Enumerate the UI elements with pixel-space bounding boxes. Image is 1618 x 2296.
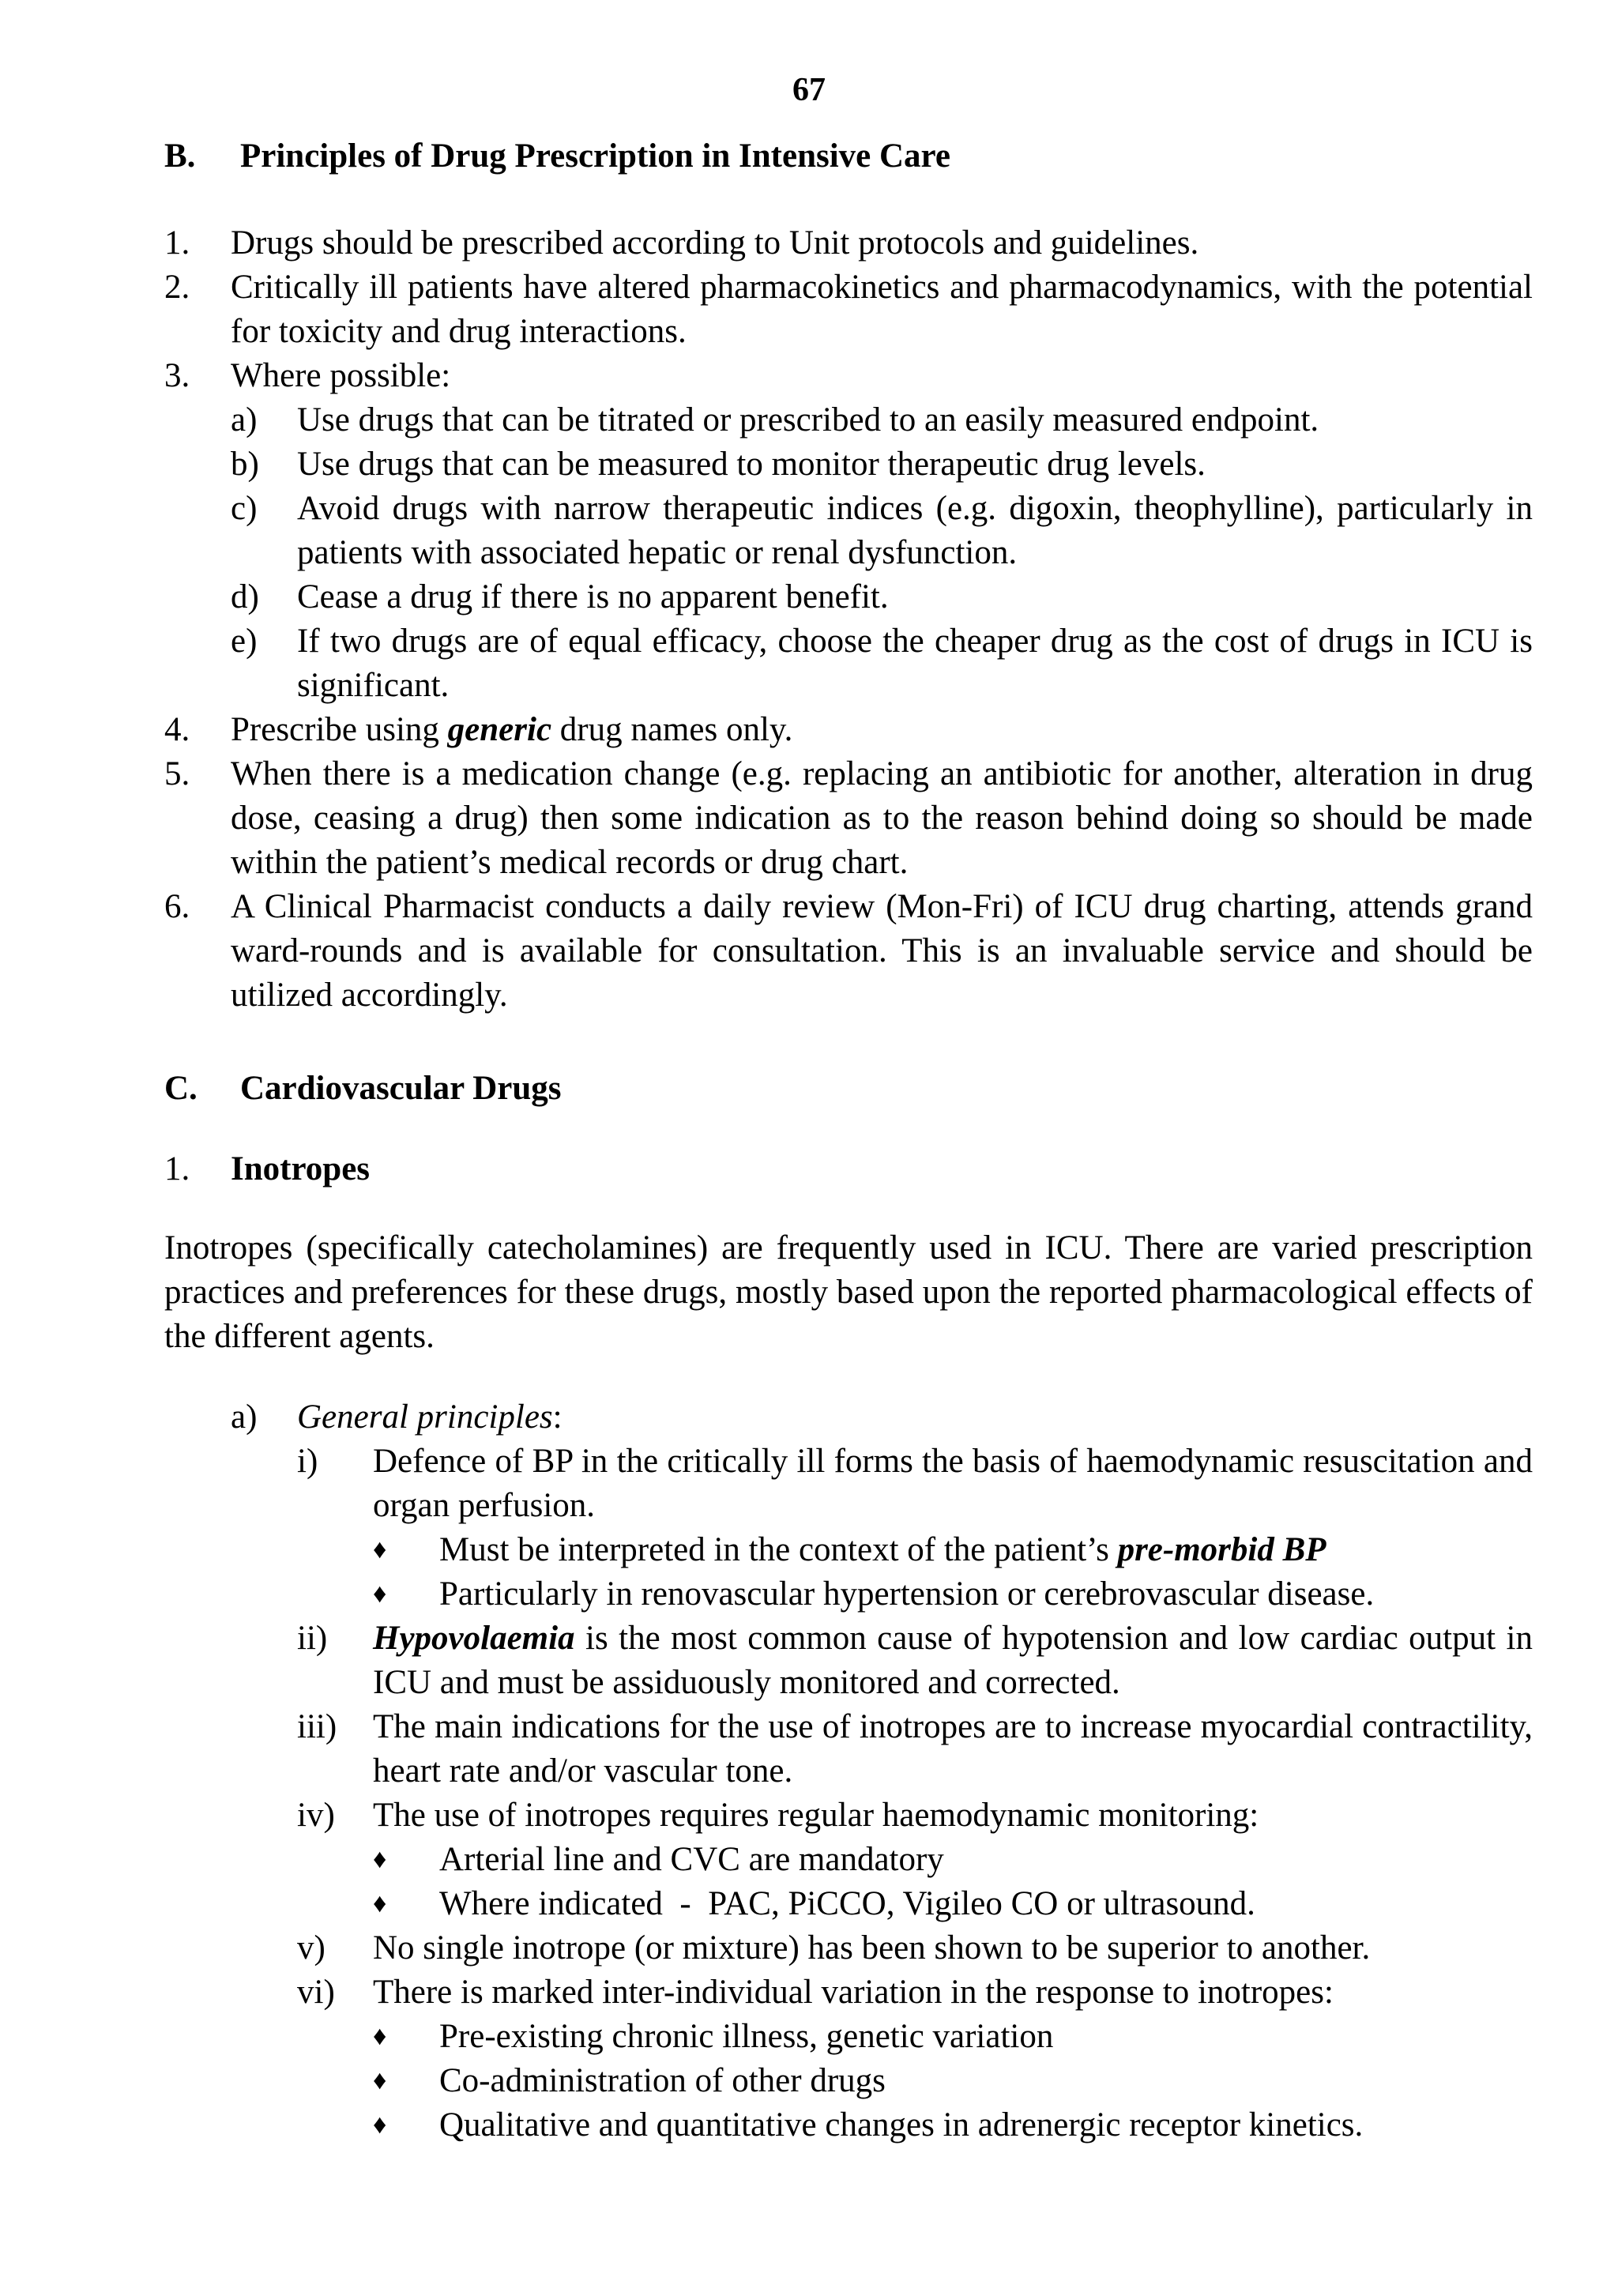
bullet-text: Arterial line and CVC are mandatory: [439, 1841, 944, 1878]
roman-item: [297, 1970, 1533, 2015]
sub-list-item-text: Use drugs that can be titrated or prescribed to an easily measured endpoint.: [297, 401, 1319, 438]
list-item-text: Drugs should be prescribed according to Unit protocols and guidelines.: [231, 224, 1199, 262]
bullet-item: [373, 1838, 1533, 1882]
sub-heading-number: 1.: [164, 1150, 190, 1188]
roman-item-text: The main indications for the use of inotropes are to increase myocardial contractility, heart rate and/or vascular tone.: [373, 1708, 1533, 1790]
list-item: [164, 221, 1533, 265]
list-item: [164, 265, 1533, 354]
sub-list-item: [231, 487, 1533, 575]
roman-item-text-after: is the most common cause of hypotension and low cardiac output in ICU and must be assiduously monitored and corrected.: [373, 1620, 1533, 1701]
sub-list-item-letter: c): [231, 490, 258, 527]
bullet-item: [373, 1572, 1533, 1617]
bullet-text: Pre-existing chronic illness, genetic variation: [439, 2018, 1054, 2055]
bullet-text: Particularly in renovascular hypertension or cerebrovascular disease.: [439, 1575, 1375, 1613]
list-item-text: A Clinical Pharmacist conducts a daily review (Mon-Fri) of ICU drug charting, attends grand ward-rounds and is available for consultation. This is an invaluable service and should be utilized accordingly.: [231, 888, 1533, 1014]
principles-roman-list: [297, 1440, 1533, 2147]
list-item-number: 2.: [164, 269, 190, 306]
principles-letter: a): [231, 1398, 258, 1436]
sub-list-item: [231, 619, 1533, 708]
roman-numeral: iv): [297, 1797, 335, 1834]
list-item-number: 4.: [164, 711, 190, 748]
list-item-number: 3.: [164, 357, 190, 394]
bullet-text: Qualitative and quantitative changes in adrenergic receptor kinetics.: [439, 2106, 1364, 2144]
principles-label: [297, 1395, 1533, 1440]
sub-list-item-text: If two drugs are of equal efficacy, choose the cheaper drug as the cost of drugs in ICU is significant.: [297, 623, 1533, 704]
section-b-list-top: [164, 221, 1533, 398]
roman-numeral: iii): [297, 1708, 337, 1745]
bullet-item: [373, 1882, 1533, 1926]
list-item-number: 5.: [164, 755, 190, 792]
sub-heading-row: [164, 1147, 1533, 1191]
diamond-bullet-icon: ♦: [373, 1535, 387, 1564]
list-item-text-after: drug names only.: [551, 711, 793, 748]
roman-item: [297, 1705, 1533, 1794]
sub-list-item-text: Avoid drugs with narrow therapeutic indices (e.g. digoxin, theophylline), particularly in patients with associated hepatic or renal dysfunction.: [297, 490, 1533, 571]
bullet-item: [373, 2015, 1533, 2059]
bullet-text: Co-administration of other drugs: [439, 2062, 886, 2099]
section-b-letter: B.: [164, 137, 196, 175]
section-b-sublist: [231, 398, 1533, 708]
list-item-text: Critically ill patients have altered pharmacokinetics and pharmacodynamics, with the potential for toxicity and drug interactions.: [231, 269, 1533, 350]
page-number: 67: [792, 72, 826, 108]
list-item-number: 1.: [164, 224, 190, 262]
roman-item-text: No single inotrope (or mixture) has been shown to be superior to another.: [373, 1929, 1371, 1967]
roman-item-text: The use of inotropes requires regular haemodynamic monitoring:: [373, 1797, 1259, 1834]
list-item: [164, 708, 1533, 752]
inotropes-heading: [164, 1147, 1533, 1191]
general-principles-heading: [231, 1395, 1533, 1440]
roman-numeral: vi): [297, 1974, 335, 2011]
section-c-letter: C.: [164, 1070, 198, 1107]
roman-numeral: i): [297, 1443, 318, 1480]
emphasis-hypovolaemia: Hypovolaemia: [373, 1620, 575, 1657]
roman-item-text: [373, 1617, 1533, 1705]
sub-list-item: [231, 442, 1533, 487]
bullet-item: [373, 2103, 1533, 2147]
diamond-bullet-icon: ♦: [373, 1845, 387, 1874]
sub-list-item-text: Cease a drug if there is no apparent benefit.: [297, 578, 889, 615]
emphasis-pre-morbid-bp: pre-morbid BP: [1117, 1531, 1326, 1568]
bullet-text-before: Must be interpreted in the context of the patient’s: [439, 1531, 1118, 1568]
sub-list-item: [231, 398, 1533, 442]
section-b-title: Principles of Drug Prescription in Intensive Care: [240, 137, 950, 175]
principles-label-text: General principles: [297, 1398, 553, 1436]
emphasis-generic: generic: [447, 711, 552, 748]
list-item-number: 6.: [164, 888, 190, 925]
bullet-item: [373, 2059, 1533, 2103]
diamond-bullet-icon: ♦: [373, 2022, 387, 2051]
list-item-text: When there is a medication change (e.g. replacing an antibiotic for another, alteration in drug dose, ceasing a drug) then some indication as to the reason behind doing so should be made within the patient’s medical records or drug chart.: [231, 755, 1533, 881]
sub-list-item-letter: d): [231, 578, 259, 615]
list-item: [164, 752, 1533, 885]
sub-list-item-letter: b): [231, 446, 259, 483]
roman-item: [297, 1617, 1533, 1705]
roman-item: [297, 1440, 1533, 1528]
bullet-text: Where indicated - PAC, PiCCO, Vigileo CO or ultrasound.: [439, 1885, 1255, 1922]
roman-item-text: There is marked inter-individual variation in the response to inotropes:: [373, 1974, 1334, 2011]
section-b-list-bottom: [164, 708, 1533, 1018]
bullet-text: [439, 1528, 1533, 1572]
diamond-bullet-icon: ♦: [373, 2066, 387, 2095]
sub-list-item-text: Use drugs that can be measured to monitor therapeutic drug levels.: [297, 446, 1206, 483]
sub-list-item-letter: e): [231, 623, 258, 660]
roman-item: [297, 1926, 1533, 1970]
diamond-bullet-icon: ♦: [373, 1579, 387, 1609]
inotropes-intro-paragraph: Inotropes (specifically catecholamines) are frequently used in ICU. There are varied prescription practices and preferences for these drugs, mostly based upon the reported pharmacological effects of the different agents.: [164, 1229, 1533, 1355]
bullet-item: [373, 1528, 1533, 1572]
list-item-text-before: Prescribe using: [231, 711, 448, 748]
section-c-title: Cardiovascular Drugs: [240, 1070, 562, 1107]
roman-item: [297, 1794, 1533, 1838]
sub-list-item-letter: a): [231, 401, 258, 438]
diamond-bullet-icon: ♦: [373, 2110, 387, 2140]
sub-list-item: [231, 575, 1533, 619]
roman-numeral: ii): [297, 1620, 328, 1657]
diamond-bullet-icon: ♦: [373, 1889, 387, 1918]
list-item: [164, 354, 1533, 398]
list-item-text: [231, 708, 1533, 752]
roman-item-text: Defence of BP in the critically ill forms the basis of haemodynamic resuscitation and organ perfusion.: [373, 1443, 1533, 1524]
sub-heading-title: Inotropes: [231, 1150, 371, 1188]
list-item: [164, 885, 1533, 1018]
roman-numeral: v): [297, 1929, 325, 1967]
principles-colon: :: [552, 1398, 563, 1436]
list-item-text: Where possible:: [231, 357, 451, 394]
principles-row: [231, 1395, 1533, 1440]
